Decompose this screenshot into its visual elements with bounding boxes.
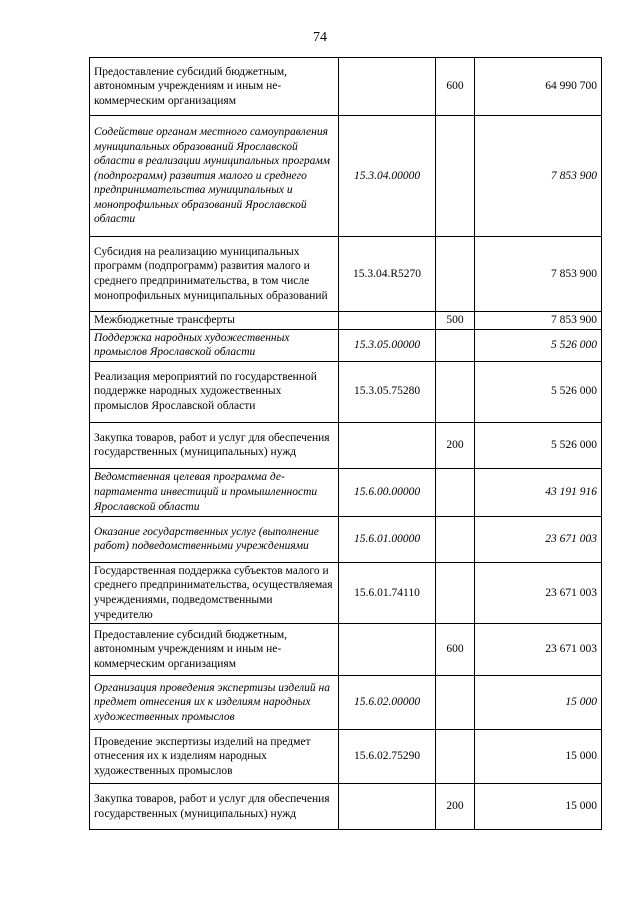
row-type-cell: 600 [436, 58, 475, 116]
row-type-cell: 600 [436, 624, 475, 676]
row-name-cell: Реализация мероприятий по государственной поддержке народных художественных промыслов Ярославской области [90, 361, 339, 422]
row-type-cell [436, 361, 475, 422]
row-sum-cell: 5 526 000 [475, 361, 602, 422]
row-code-cell [339, 312, 436, 330]
row-type-cell [436, 237, 475, 312]
row-code-cell: 15.3.05.75280 [339, 361, 436, 422]
row-type-cell [436, 730, 475, 784]
table-row [90, 624, 602, 676]
row-name-cell: Закупка товаров, работ и услуг для обеспечения государственных (муниципальных) нужд [90, 422, 339, 468]
row-sum-cell: 7 853 900 [475, 312, 602, 330]
row-type-cell: 500 [436, 312, 475, 330]
row-code-cell [339, 422, 436, 468]
budget-table [89, 57, 602, 830]
row-name-cell: Субсидия на реализацию муниципальных программ (подпрограмм) развития малого и среднего предпринимательства, в том числе монопрофильных муниципальных образований [90, 237, 339, 312]
row-code-cell: 15.6.01.74110 [339, 562, 436, 623]
table-row [90, 468, 602, 516]
row-sum-cell: 15 000 [475, 784, 602, 830]
table-row [90, 237, 602, 312]
row-sum-cell: 15 000 [475, 676, 602, 730]
row-sum-cell: 15 000 [475, 730, 602, 784]
row-sum-cell: 64 990 700 [475, 58, 602, 116]
row-name-cell: Ведомственная целевая программа департамента инвестиций и промышленности Ярославской области [90, 468, 339, 516]
table-row [90, 784, 602, 830]
row-name-cell: Предоставление субсидий бюджетным, автономным учреждениям и иным некоммерческим организациям [90, 58, 339, 116]
row-code-cell: 15.3.04.R5270 [339, 237, 436, 312]
table-row [90, 562, 602, 623]
row-type-cell: 200 [436, 784, 475, 830]
row-code-cell: 15.6.02.75290 [339, 730, 436, 784]
row-name-cell: Содействие органам местного самоуправления муниципальных образований Ярославской области в реализации муниципальных программ (подпрограмм) развития малого и среднего предпринимательства муниципальных и монопрофильных образований Ярославской области [90, 116, 339, 237]
row-sum-cell: 7 853 900 [475, 116, 602, 237]
table-row [90, 516, 602, 562]
row-code-cell [339, 624, 436, 676]
row-name-cell: Оказание государственных услуг (выполнение работ) подведомственными учреждениями [90, 516, 339, 562]
table-row [90, 312, 602, 330]
row-code-cell [339, 58, 436, 116]
row-type-cell [436, 516, 475, 562]
row-code-cell: 15.3.05.00000 [339, 329, 436, 361]
row-code-cell [339, 784, 436, 830]
row-type-cell [436, 562, 475, 623]
table-row [90, 676, 602, 730]
page-number: 74 [313, 30, 327, 45]
row-name-cell: Организация проведения экспертизы изделий на предмет отнесения их к изделиям народных художественных промыслов [90, 676, 339, 730]
row-type-cell [436, 676, 475, 730]
row-type-cell [436, 468, 475, 516]
row-name-cell: Предоставление субсидий бюджетным, автономным учреждениям и иным некоммерческим организациям [90, 624, 339, 676]
row-sum-cell: 43 191 916 [475, 468, 602, 516]
row-type-cell [436, 329, 475, 361]
table-row [90, 422, 602, 468]
row-code-cell: 15.6.02.00000 [339, 676, 436, 730]
row-name-cell: Государственная поддержка субъектов малого и среднего предпринимательства, осуществляемая учреждениями, подведомственными учредителю [90, 562, 339, 623]
row-name-cell: Поддержка народных художественных промыслов Ярославской области [90, 329, 339, 361]
row-name-cell: Закупка товаров, работ и услуг для обеспечения государственных (муниципальных) нужд [90, 784, 339, 830]
table-row [90, 361, 602, 422]
table-row [90, 329, 602, 361]
table-row [90, 730, 602, 784]
row-name-cell: Межбюджетные трансферты [90, 312, 339, 330]
row-sum-cell: 23 671 003 [475, 624, 602, 676]
row-sum-cell: 23 671 003 [475, 562, 602, 623]
row-name-cell: Проведение экспертизы изделий на предмет отнесения их к изделиям народных художественных промыслов [90, 730, 339, 784]
row-code-cell: 15.6.01.00000 [339, 516, 436, 562]
row-code-cell: 15.6.00.00000 [339, 468, 436, 516]
row-code-cell: 15.3.04.00000 [339, 116, 436, 237]
row-sum-cell: 7 853 900 [475, 237, 602, 312]
row-sum-cell: 5 526 000 [475, 329, 602, 361]
budget-table-body [90, 58, 602, 830]
row-type-cell [436, 116, 475, 237]
table-row [90, 58, 602, 116]
row-sum-cell: 23 671 003 [475, 516, 602, 562]
table-row [90, 116, 602, 237]
row-sum-cell: 5 526 000 [475, 422, 602, 468]
row-type-cell: 200 [436, 422, 475, 468]
